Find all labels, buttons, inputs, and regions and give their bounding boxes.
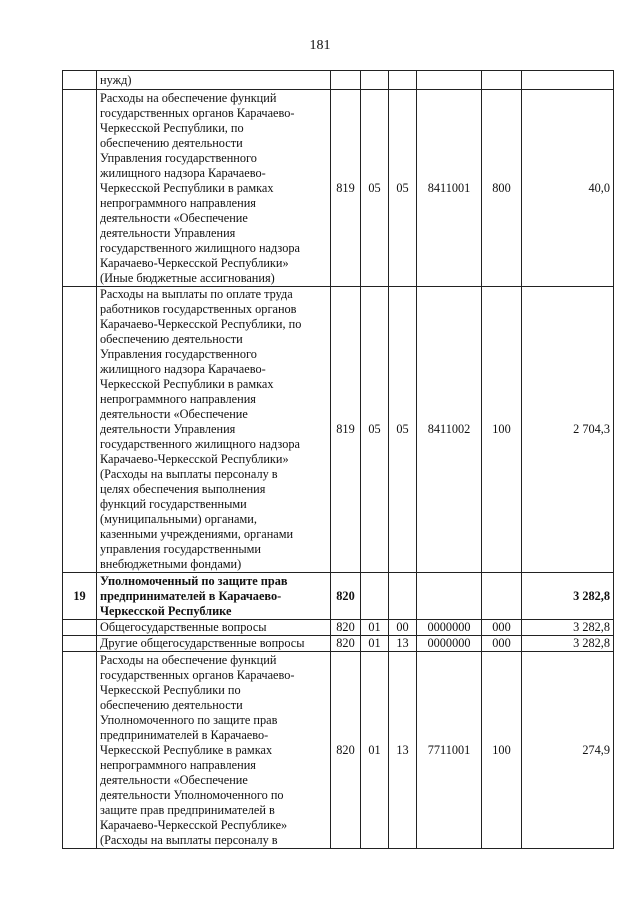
row-ved: 819 [331,90,361,287]
row-csr: 0000000 [417,636,482,652]
row-pr [389,71,417,90]
row-ved: 820 [331,652,361,849]
table-row [63,90,614,287]
row-description: Расходы на обеспечение функций государственных органов Карачаево- Черкесской Республики по обеспечению деятельности Уполномоченного по защите прав предпринимателей в Карачаево- Черкесской Республике в рамках непрограммного направления деятельности «Обеспечение деятельности Уполномоченного по защите прав предпринимателей в Карачаево-Черкесской Республике» (Расходы на выплаты персоналу в [97,652,331,849]
row-ved: 820 [331,620,361,636]
row-sum: 3 282,8 [522,636,614,652]
row-csr [417,573,482,620]
row-pr: 00 [389,620,417,636]
row-csr [417,71,482,90]
row-rz [361,573,389,620]
row-pr [389,573,417,620]
row-index: 19 [63,573,97,620]
row-ved: 820 [331,573,361,620]
table-row [63,620,614,636]
row-rz: 05 [361,287,389,573]
row-csr: 7711001 [417,652,482,849]
row-index [63,620,97,636]
row-rz: 05 [361,90,389,287]
row-description: нужд) [97,71,331,90]
row-description: Уполномоченный по защите прав предпринимателей в Карачаево- Черкесской Республике [97,573,331,620]
row-rz [361,71,389,90]
budget-table [62,70,614,849]
table-row [63,71,614,90]
row-ved: 819 [331,287,361,573]
row-description: Другие общегосударственные вопросы [97,636,331,652]
row-vr: 100 [482,287,522,573]
row-vr [482,573,522,620]
row-ved: 820 [331,636,361,652]
row-vr [482,71,522,90]
row-sum: 40,0 [522,90,614,287]
table-row [63,636,614,652]
row-index [63,71,97,90]
row-description: Общегосударственные вопросы [97,620,331,636]
row-sum: 274,9 [522,652,614,849]
row-sum: 2 704,3 [522,287,614,573]
table-row [63,287,614,573]
row-ved [331,71,361,90]
row-description: Расходы на выплаты по оплате труда работников государственных органов Карачаево-Черкесской Республики, по обеспечению деятельности Управления государственного жилищного надзора Карачаево- Черкесской Республики в рамках непрограммного направления деятельности «Обеспечение деятельности Управления государственного жилищного надзора Карачаево-Черкесской Республики» (Расходы на выплаты персоналу в целях обеспечения выполнения функций государственными (муниципальными) органами, казенными учреждениями, органами управления государственными внебюджетными фондами) [97,287,331,573]
row-csr: 0000000 [417,620,482,636]
table-row-section [63,573,614,620]
row-sum [522,71,614,90]
row-vr: 100 [482,652,522,849]
row-csr: 8411001 [417,90,482,287]
table-row [63,652,614,849]
row-pr: 13 [389,652,417,849]
row-sum: 3 282,8 [522,573,614,620]
row-index [63,652,97,849]
row-index [63,636,97,652]
row-index [63,90,97,287]
row-pr: 05 [389,90,417,287]
row-sum: 3 282,8 [522,620,614,636]
row-vr: 000 [482,636,522,652]
row-csr: 8411002 [417,287,482,573]
row-rz: 01 [361,636,389,652]
row-description: Расходы на обеспечение функций государственных органов Карачаево- Черкесской Республики, по обеспечению деятельности Управления государственного жилищного надзора Карачаево- Черкесской Республики в рамках непрограммного направления деятельности «Обеспечение деятельности Управления государственного жилищного надзора Карачаево-Черкесской Республики» (Иные бюджетные ассигнования) [97,90,331,287]
row-pr: 13 [389,636,417,652]
row-vr: 000 [482,620,522,636]
row-vr: 800 [482,90,522,287]
page-number: 181 [309,38,331,53]
row-pr: 05 [389,287,417,573]
row-index [63,287,97,573]
row-rz: 01 [361,652,389,849]
row-rz: 01 [361,620,389,636]
